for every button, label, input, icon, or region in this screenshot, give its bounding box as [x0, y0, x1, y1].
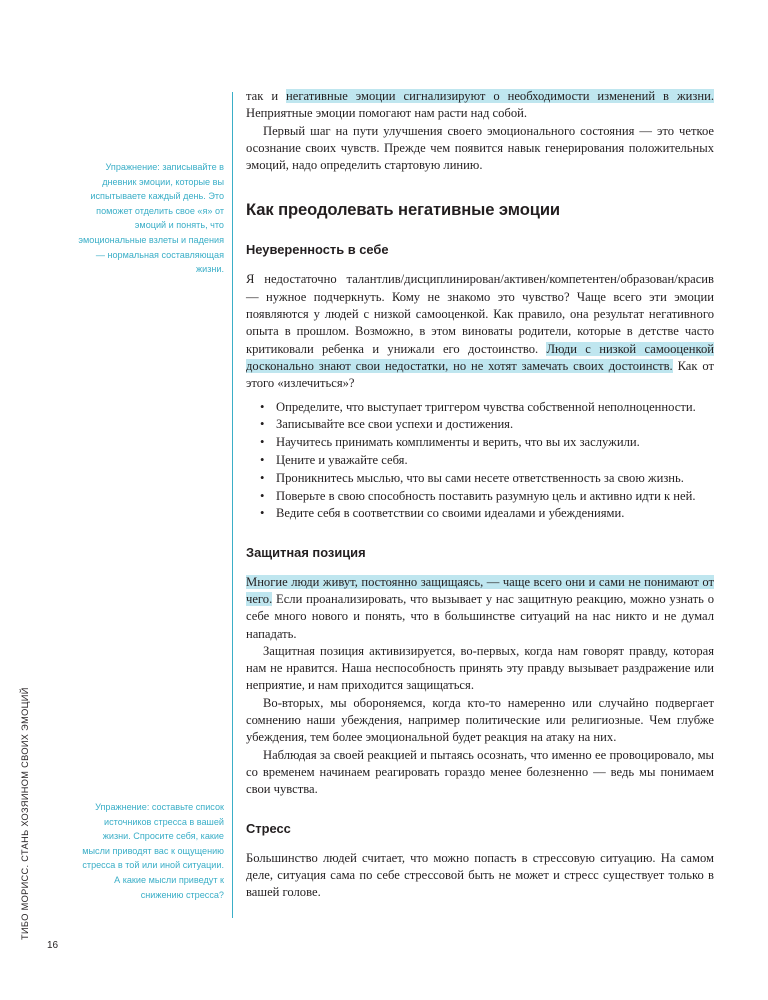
text-self-doubt-a: Я недостаточно талантлив/дисциплинирован/активен/компетентен/образован/красив — нужное подчеркнуть. Кому не знакомо это чувство? Чаще всего эти эмоции появляются у людей с низкой самооценкой. Как правило, она результат негативного опыта в прошлом. Возможно, в этом виноваты родители, которые в детстве часто критиковали ребенка и унижали его достоинство.	[246, 272, 714, 356]
list-self-doubt-advice	[246, 399, 714, 523]
paragraph-defensive-3: Во-вторых, мы обороняемся, когда кто-то намеренно или случайно подвергает сомнению наши убеждения, например политические или религиозные. Чем глубже убеждения, тем более эмоциональной будет реакция на атаку на них.	[246, 695, 714, 745]
text-after-highlight: Неприятные эмоции помогают нам расти над собой.	[246, 106, 528, 121]
subheading-defensive-stance: Защитная позиция	[246, 544, 366, 560]
paragraph-stress: Большинство людей считает, что можно попасть в стрессовую ситуацию. На самом деле, ситуация сама по себе стрессовой быть не может и стресс существует только в вашей голове.	[246, 850, 714, 900]
paragraph-defensive-4: Наблюдая за своей реакцией и пытаясь осознать, что именно ее провоцировало, мы со временем начинаем реагировать гораздо менее болезненно — ведь мы понимаем свои чувства.	[246, 747, 714, 797]
list-item: • Записывайте все свои успехи и достижения.	[246, 416, 714, 433]
list-item: • Научитесь принимать комплименты и верить, что вы их заслужили.	[246, 434, 714, 451]
highlight-negative-emotions: негативные эмоции сигнализируют о необходимости изменений в жизни.	[286, 89, 714, 103]
column-divider-rule	[232, 92, 233, 918]
paragraph-continuation	[246, 88, 714, 123]
margin-notes-column	[60, 90, 224, 920]
text-self-doubt-b: Как от этого «излечиться»?	[246, 358, 715, 391]
text-lead-in: так и	[246, 89, 287, 103]
highlight-living-defensively: Многие люди живут, постоянно защищаясь, — чаще всего они и сами не понимают от чего.	[246, 574, 714, 606]
list-item: • Ведите себя в соответствии со своими идеалами и убеждениями.	[246, 505, 714, 522]
running-head	[20, 640, 46, 940]
running-head-text: ТИБО МОРИСС. СТАНЬ ХОЗЯИНОМ СВОИХ ЭМОЦИЙ	[20, 687, 30, 940]
section-heading: Как преодолевать негативные эмоции	[246, 200, 561, 220]
subheading-stress: Стресс	[246, 820, 291, 836]
margin-note-exercise-stress: Упражнение: составьте список источников стресса в вашей жизни. Спросите себя, какие мысли приводят вас к ощущению стресса в той или иной ситуации. А какие мысли приведут к снижению стресса?	[82, 802, 224, 900]
list-item: • Проникнитесь мыслью, что вы сами несете ответственность за свою жизнь.	[246, 470, 714, 487]
paragraph-self-doubt	[246, 271, 714, 392]
list-item: • Цените и уважайте себя.	[246, 452, 714, 469]
highlight-low-self-esteem: Люди с низкой самооценкой досконально знают свои недостатки, но не хотят замечать своих достоинств.	[246, 341, 714, 373]
paragraph-defensive-1	[246, 574, 714, 643]
paragraph-first-step: Первый шаг на пути улучшения своего эмоционального состояния — это четкое осознание своих чувств. Прежде чем появится навык генерирования положительных эмоций, надо определить стартовую линию.	[246, 123, 714, 173]
page-number: 16	[47, 940, 59, 951]
text-defensive-rest: Если проанализировать, что вызывает у нас защитную реакцию, можно узнать о себе много нового и понять, что в большинстве ситуаций на нас никто и не думал нападать.	[246, 591, 714, 641]
margin-note-exercise-diary: Упражнение: записывайте в дневник эмоции, которые вы испытываете каждый день. Это поможет отделить свое «я» от эмоций и понять, что эмоциональные взлеты и падения — нормальная составляющая жизни.	[78, 162, 224, 275]
list-item: • Поверьте в свою способность поставить разумную цель и активно идти к ней.	[246, 488, 714, 505]
subheading-self-doubt: Неуверенность в себе	[246, 242, 389, 258]
paragraph-defensive-2: Защитная позиция активизируется, во-первых, когда нам говорят правду, которая нам не нравится. Наша неспособность принять эту правду вызывает раздражение или неприятие, и нам приходится защищаться.	[246, 643, 714, 693]
main-text-column	[246, 88, 714, 901]
list-item: • Определите, что выступает триггером чувства собственной неполноценности.	[246, 399, 714, 416]
